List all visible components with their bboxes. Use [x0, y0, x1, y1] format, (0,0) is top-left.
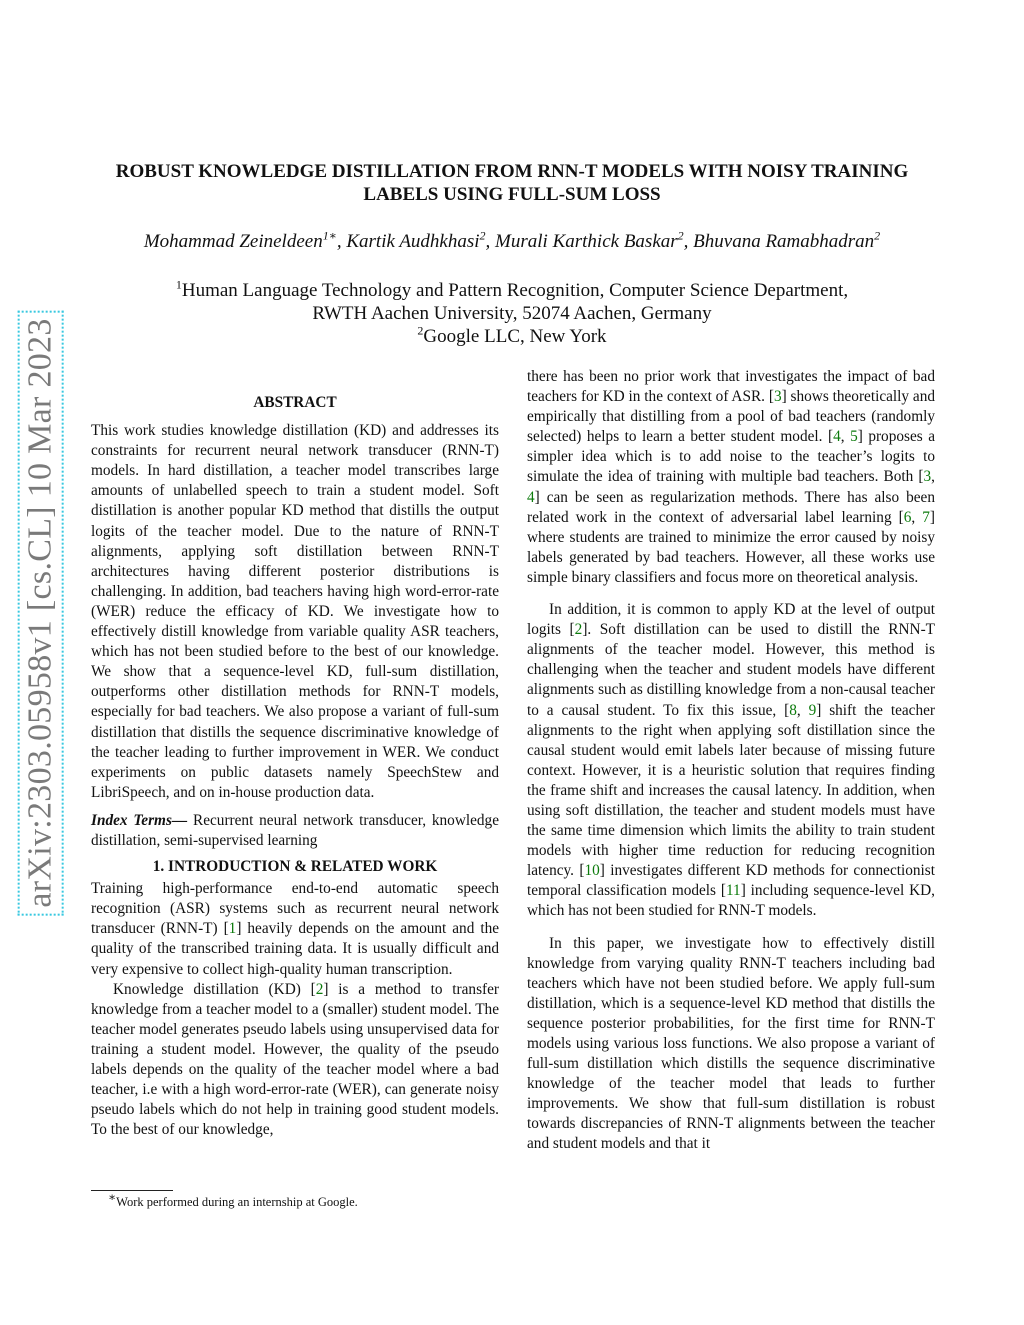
author-separator: ,	[336, 231, 347, 252]
abstract-heading: ABSTRACT	[253, 394, 337, 411]
author-list	[80, 228, 944, 253]
paper-title	[80, 160, 944, 206]
author-affiliation-mark: 1∗	[322, 228, 337, 243]
author-name: Kartik Audhkhasi	[346, 231, 480, 252]
affiliation-text: Human Language Technology and Pattern Recognition, Computer Science Department,	[181, 280, 849, 301]
author-affiliation-mark: 2	[479, 228, 486, 243]
text-run: ] investigates different KD methods for connectionist temporal classification models [	[527, 862, 935, 900]
text-run: ] shift the teacher alignments to the right when applying soft distillation since the causal student would emit labels later because of missing future context. However, it is a heuristic solution that requires finding the frame shift and increases the causal latency. In addition, when using soft distillation, the teacher and student models must have the same time dimension which limits the ability to train student models with higher time reduction for reducing recognition latency. [	[527, 701, 935, 880]
author-separator: ,	[683, 231, 694, 252]
citation-link[interactable]: 2	[315, 980, 324, 998]
citation-link[interactable]: 3	[773, 388, 782, 406]
index-terms	[91, 811, 499, 851]
citation-link[interactable]: 3	[923, 468, 932, 486]
author-separator: ,	[485, 231, 496, 252]
text-run: In addition, it is common to apply KD at the level of output logits [	[527, 601, 935, 639]
affiliation-mark: 1	[175, 277, 182, 292]
text-run: ] is a method to transfer knowledge from a teacher model to a (smaller) student model. The teacher model generates pseudo labels using unsupervised data for training a student model. However, the quality of the pseudo labels depends on the quality of the teacher model where a bad teacher, i.e with a high word-error-rate (WER), can generate noisy pseudo labels which do not help in training good student models. To the best of our knowledge,	[91, 980, 500, 1139]
text-run: ] shows theoretically and empirically that distilling from a pool of bad teachers (randomly selected) helps to learn a better student model. [	[527, 388, 935, 446]
affiliation-mark: 2	[417, 323, 424, 338]
text-run: ] proposes a simpler idea which is to add noise to the teacher’s logits to simulate the idea of training with multiple bad teachers. Both [	[527, 428, 935, 486]
citation-link[interactable]: 2	[574, 621, 583, 639]
intro-paragraph-5: In this paper, we investigate how to effectively distill knowledge from varying quality RNN-T teachers including bad teachers which have not been studied before. We apply full-sum distillation, which is a sequence-level KD method that distills the sequence posterior probabilities, for the first time for RNN-T models using various loss functions. We also propose a variant of full-sum distillation which distills the sequence discriminative knowledge of the teacher model that leads to further improvements. We show that full-sum distillation is robust towards discrepancies of RNN-T alignments between the teacher and student models and that it	[527, 934, 935, 1153]
footnote-mark: ∗	[108, 1189, 117, 1204]
text-run: ] including sequence-level KD, which has not been studied for RNN-T models.	[527, 882, 935, 920]
affiliation-text: Google LLC, New York	[423, 326, 607, 347]
intro-paragraph-2	[91, 980, 499, 1141]
citation-link[interactable]: 4	[527, 488, 535, 506]
text-run: ] heavily depends on the amount and the quality of the transcribed training data. It is usually difficult and very expensive to collect high-quality human transcription.	[91, 920, 500, 978]
affiliation-line-1	[80, 279, 944, 302]
text-run: Training high-performance end-to-end automatic speech recognition (ASR) systems such as recurrent neural network transducer (RNN-T) [	[91, 880, 499, 938]
citation-link[interactable]: 1	[228, 920, 237, 938]
citation-link[interactable]: 7	[922, 508, 930, 526]
section-heading: 1. INTRODUCTION & RELATED WORK	[152, 858, 438, 876]
text-run: there has been no prior work that investigates the impact of bad teachers for KD in the context of ASR. [	[527, 368, 935, 406]
right-column	[527, 367, 935, 1155]
citation-link[interactable]: 4	[833, 428, 841, 446]
affiliations	[80, 279, 944, 348]
arxiv-stamp-text[interactable]: arXiv:2303.05958v1 [cs.CL] 10 Mar 2023	[18, 310, 64, 915]
citation-link[interactable]: 11	[725, 882, 741, 900]
affiliation-line-3	[80, 325, 944, 348]
author-affiliation-mark: 2	[874, 228, 881, 243]
text-run: ]. Soft distillation can be used to distill the RNN-T alignments of the teacher model. However, this method is challenging when the teacher and student models have different alignments such as distilling knowledge from a non-causal teacher to a causal student. To fix this issue, [	[527, 621, 936, 719]
title-line-2: LABELS USING FULL-SUM LOSS	[363, 184, 661, 205]
citation-link[interactable]: 6	[903, 508, 912, 526]
citation-link[interactable]: 10	[584, 862, 600, 880]
text-run: ] where students are trained to minimize the error caused by noisy labels generated by bad teachers. However, all these works use simple binary classifiers and focus more on theoretical analysis.	[527, 508, 935, 586]
author-name: Mohammad Zeineldeen	[143, 231, 323, 252]
citation-link[interactable]: 5	[850, 428, 858, 446]
arxiv-stamp	[14, 318, 68, 908]
index-terms-text: Recurrent neural network transducer, knowledge distillation, semi-supervised learning	[91, 811, 499, 849]
footnote	[108, 1189, 358, 1210]
text-run: Knowledge distillation (KD) [	[113, 980, 316, 998]
abstract-text: This work studies knowledge distillation (KD) and addresses its constraints for recurrent neural network transducer (RNN-T) models. In hard distillation, a teacher model transcribes large amounts of unlabelled speech to train a student model. Soft distillation is another popular KD method that distills the output logits of the teacher model. Due to the nature of RNN-T alignments, applying soft distillation between RNN-T architectures having different posterior distributions is challenging. In addition, bad teachers having high word-error-rate (WER) reduce the efficacy of KD. We investigate how to effectively distill knowledge from variable quality ASR teachers, which has not been studied before to the best of our knowledge. We show that a sequence-level KD, full-sum distillation, outperforms other distillation methods for RNN-T models, especially for bad teachers. We also propose a variant of full-sum distillation that distills the sequence discriminative knowledge of the teacher leading to further improvement in WER. We conduct experiments on public datasets namely SpeechStew and LibriSpeech, and on in-house production data.	[91, 422, 499, 801]
intro-paragraph-3: there has been no prior work that investigates the impact of bad teachers for KD in the context of ASR. [3] shows theoretically and empirically that distilling from a pool of bad teachers (randomly selected) helps to learn a better student model. [4, 5] proposes a simpler idea which is to add noise to the teacher’s logits to simulate the idea of training with multiple bad teachers. Both [3, 4] can be seen as regularization methods. There has also been related work in the context of adversarial label learning [6, 7] where students are trained to minimize the error caused by noisy labels generated by bad teachers. However, all these works use simple binary classifiers and focus more on theoretical analysis.	[527, 368, 935, 586]
intro-paragraph-4: In addition, it is common to apply KD at the level of output logits [2]. Soft distillation can be used to distill the RNN-T alignments of the teacher model. However, this method is challenging when the teacher and student models have different alignments such as distilling knowledge from a non-causal teacher to a causal student. To fix this issue, [8, 9] shift the teacher alignments to the right when applying soft distillation since the causal student would emit labels later because of missing future context. However, it is a heuristic solution that requires finding the frame shift and increases the causal latency. In addition, when using soft distillation, the teacher and student models must have the same time dimension which limits the ability to train student models with higher time reduction for reducing recognition latency. [10] investigates different KD methods for connectionist temporal classification models [11] including sequence-level KD, which has not been studied for RNN-T models.	[527, 601, 936, 920]
citation-link[interactable]: 9	[808, 701, 817, 719]
left-column	[91, 393, 499, 1140]
footnote-divider	[91, 1190, 173, 1191]
footnote-text: Work performed during an internship at Google.	[116, 1195, 358, 1209]
citation-link[interactable]: 8	[789, 701, 797, 719]
index-terms-label: Index Terms—	[91, 811, 188, 829]
author-affiliation-mark: 2	[677, 228, 684, 243]
affiliation-line-2: RWTH Aachen University, 52074 Aachen, Germany	[312, 303, 712, 324]
text-run: ] can be seen as regularization methods. There has also been related work in the context of adversarial label learning [	[527, 488, 935, 526]
intro-paragraph-1	[91, 879, 499, 979]
title-line-1: ROBUST KNOWLEDGE DISTILLATION FROM RNN-T MODELS WITH NOISY TRAINING	[115, 161, 909, 182]
author-name: Bhuvana Ramabhadran	[693, 231, 875, 252]
author-name: Murali Karthick Baskar	[495, 231, 678, 252]
